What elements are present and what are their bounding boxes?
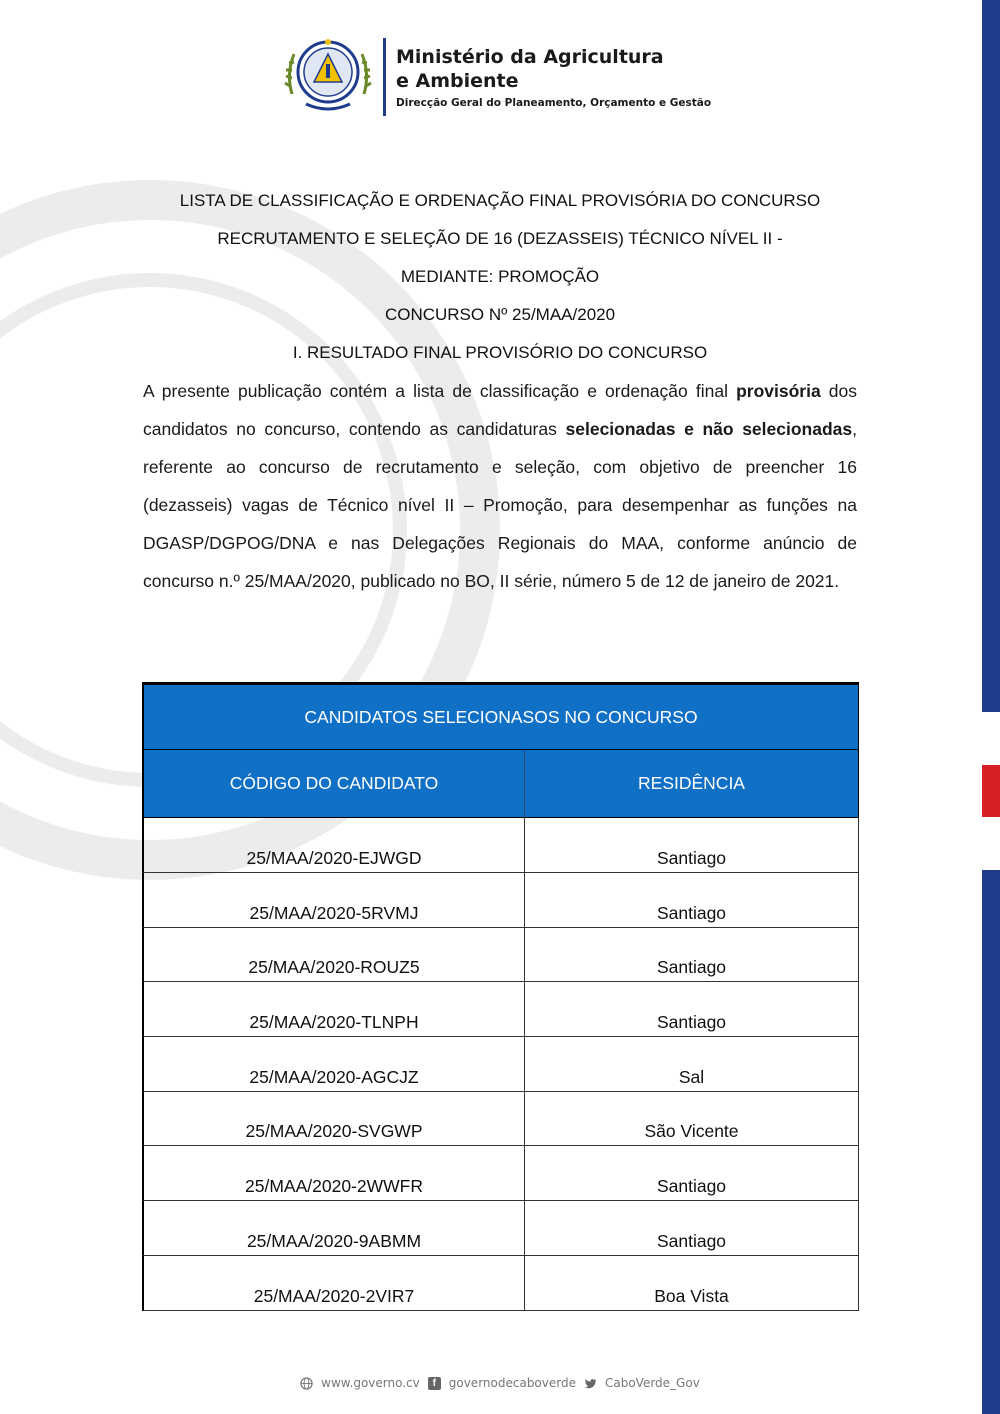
coat-of-arms-icon bbox=[282, 34, 374, 118]
table-row bbox=[142, 1092, 859, 1147]
side-bar-blue-top bbox=[982, 0, 1000, 712]
residence-cell: Boa Vista bbox=[525, 1256, 859, 1311]
paragraph-text-3: , referente ao concurso de recrutamento e seleção, com objetivo de preencher 16 (dezasseis) vagas de Técnico nível II – Promoção, para desempenhar as funções na DGASP/DGPOG/DNA e nas Delegações Regionais do MAA, conforme anúncio de concurso n.º 25/MAA/2020, publicado no BO, II série, número 5 de 12 de janeiro de 2021. bbox=[143, 419, 857, 591]
paragraph-bold-1: provisória bbox=[736, 381, 821, 401]
side-bar-blue-bottom bbox=[982, 870, 1000, 1414]
side-bar-red bbox=[982, 765, 1000, 817]
candidate-code-cell: 25/MAA/2020-2VIR7 bbox=[142, 1256, 525, 1311]
ministry-header bbox=[282, 34, 722, 118]
table-body bbox=[142, 818, 859, 1311]
residence-cell: Santiago bbox=[525, 928, 859, 983]
table-row bbox=[142, 1256, 859, 1311]
intro-paragraph bbox=[143, 372, 857, 600]
page-footer bbox=[0, 1376, 1000, 1390]
column-header-residence: RESIDÊNCIA bbox=[525, 750, 859, 818]
facebook-link[interactable]: governodecaboverde bbox=[448, 1376, 576, 1390]
paragraph-bold-2: selecionadas e não selecionadas bbox=[565, 419, 853, 439]
table-row bbox=[142, 873, 859, 928]
directorate-name: Direcção Geral do Planeamento, Orçamento e Gestão bbox=[396, 97, 712, 109]
residence-cell: Sal bbox=[525, 1037, 859, 1092]
candidate-code-cell: 25/MAA/2020-SVGWP bbox=[142, 1092, 525, 1147]
selected-candidates-table bbox=[142, 682, 859, 1311]
twitter-link[interactable]: CaboVerde_Gov bbox=[604, 1376, 700, 1390]
candidate-code-cell: 25/MAA/2020-AGCJZ bbox=[142, 1037, 525, 1092]
residence-cell: Santiago bbox=[525, 1146, 859, 1201]
residence-cell: Santiago bbox=[525, 873, 859, 928]
candidate-code-cell: 25/MAA/2020-2WWFR bbox=[142, 1146, 525, 1201]
document-titles bbox=[140, 186, 860, 376]
paragraph-text-2: dos candidatos no concurso, contendo as candidaturas bbox=[143, 381, 858, 439]
candidate-code-cell: 25/MAA/2020-9ABMM bbox=[142, 1201, 525, 1256]
section-heading: I. RESULTADO FINAL PROVISÓRIO DO CONCURSO bbox=[292, 343, 708, 362]
table-title: CANDIDATOS SELECIONASOS NO CONCURSO bbox=[142, 682, 859, 750]
table-row bbox=[142, 818, 859, 873]
title-line-1: LISTA DE CLASSIFICAÇÃO E ORDENAÇÃO FINAL PROVISÓRIA DO CONCURSO bbox=[179, 191, 821, 210]
column-header-code: CÓDIGO DO CANDIDATO bbox=[142, 750, 525, 818]
residence-cell: Santiago bbox=[525, 1201, 859, 1256]
table-row bbox=[142, 1146, 859, 1201]
paragraph-text-1: A presente publicação contém a lista de classificação e ordenação final bbox=[143, 381, 737, 401]
residence-cell: Santiago bbox=[525, 982, 859, 1037]
facebook-icon: f bbox=[428, 1377, 441, 1390]
globe-icon bbox=[300, 1377, 313, 1390]
title-line-2: RECRUTAMENTO E SELEÇÃO DE 16 (DEZASSEIS) TÉCNICO NÍVEL II - bbox=[217, 229, 783, 248]
ministry-name-line2: e Ambiente bbox=[396, 70, 519, 92]
table-row bbox=[142, 928, 859, 983]
candidate-code-cell: 25/MAA/2020-5RVMJ bbox=[142, 873, 525, 928]
table-header-row bbox=[142, 750, 859, 818]
table-row bbox=[142, 982, 859, 1037]
table-row bbox=[142, 1201, 859, 1256]
candidate-code-cell: 25/MAA/2020-TLNPH bbox=[142, 982, 525, 1037]
candidate-code-cell: 25/MAA/2020-EJWGD bbox=[142, 818, 525, 873]
candidate-code-cell: 25/MAA/2020-ROUZ5 bbox=[142, 928, 525, 983]
title-line-3: MEDIANTE: PROMOÇÃO bbox=[400, 267, 600, 286]
ministry-name-line1: Ministério da Agricultura bbox=[396, 46, 664, 68]
header-divider bbox=[383, 38, 386, 116]
table-row bbox=[142, 1037, 859, 1092]
title-line-4: CONCURSO Nº 25/MAA/2020 bbox=[384, 305, 616, 324]
residence-cell: São Vicente bbox=[525, 1092, 859, 1147]
website-link[interactable]: www.governo.cv bbox=[321, 1376, 420, 1390]
residence-cell: Santiago bbox=[525, 818, 859, 873]
twitter-icon bbox=[584, 1377, 597, 1390]
